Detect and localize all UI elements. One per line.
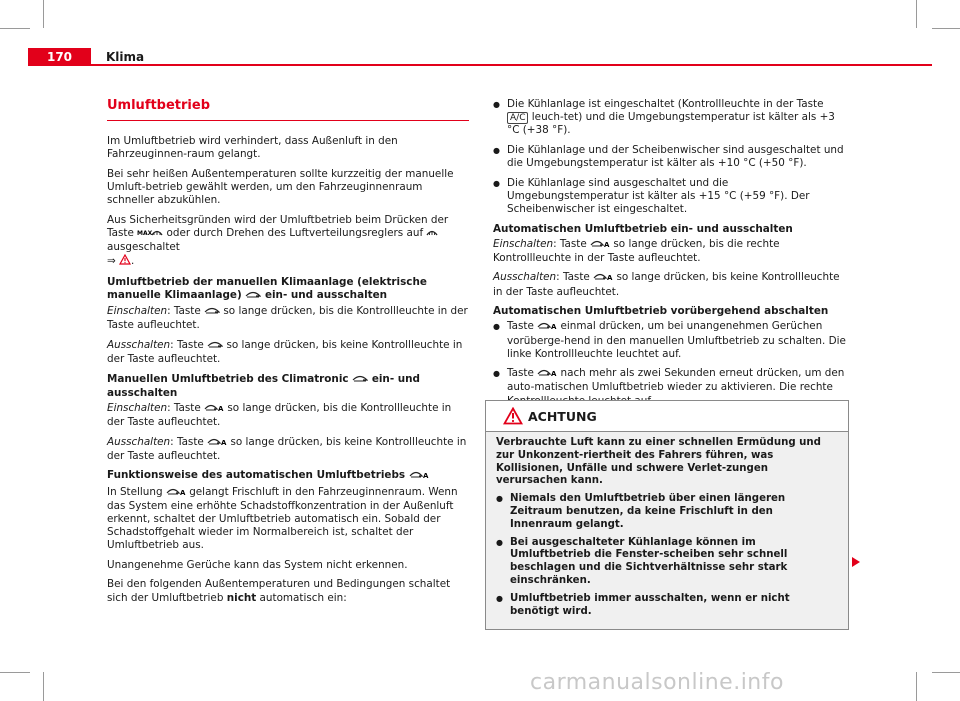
auto-recirculation-icon [204, 403, 224, 416]
list-item: ● Die Kühlanlage sind ausgeschaltet und die Umgebungstemperatur ist kälter als +15 °C (+59 °F). Der Scheibenwischer ist eingeschaltet. [493, 177, 847, 217]
defrost-icon [426, 227, 438, 241]
recirculation-icon [207, 340, 223, 353]
label: Ausschalten [493, 271, 557, 284]
paragraph [493, 271, 847, 298]
section-title: Umluftbetrieb [107, 98, 469, 121]
text: Manuellen Umluftbetrieb des Climatronic [107, 372, 349, 385]
text: so lange drücken, bis keine Kontrollleuchte in der Taste aufleuchtet. [107, 338, 463, 366]
text: leuch-tet) und die Umgebungstemperatur ist kälter als +3 °C (+38 °F). [507, 111, 835, 137]
text: : Taste [556, 271, 590, 284]
warning-item: ● Niemals den Umluftbetrieb über einen längeren Zeitraum benutzen, da keine Frischluft in den Innenraum gelangt. [496, 493, 838, 531]
paragraph: Bei sehr heißen Außentemperaturen sollte kurzzeitig der manuelle Umluft-betrieb gewählt werden, um den Fahrzeuginnenraum schneller abzukühlen. [107, 167, 454, 207]
text: ein- und ausschalten [107, 372, 420, 399]
text: : Taste [167, 401, 201, 414]
svg-text:A: A [218, 404, 224, 412]
label: Ausschalten [107, 435, 171, 448]
arrow-reference: ⇒ [107, 255, 116, 268]
paragraph [493, 238, 847, 265]
subheading [107, 276, 469, 303]
watermark: carmanualsonline.info [530, 670, 784, 695]
svg-text:A: A [551, 323, 557, 331]
text: . [131, 255, 135, 268]
warning-triangle-icon [503, 407, 523, 429]
auto-recirculation-icon [166, 487, 186, 500]
text: : Taste [553, 237, 587, 250]
subheading [107, 373, 469, 400]
svg-text:A: A [551, 370, 557, 378]
warning-intro: Verbrauchte Luft kann zu einer schnellen Ermüdung und zur Unkonzent-riertheit des Fahrers führen, was Kollisionen, Unfälle und schwere Verlet-zungen verursachen kann. [496, 437, 821, 487]
warning-item: ● Umluftbetrieb immer ausschalten, wenn er nicht benötigt wird. [496, 593, 838, 619]
crop-mark [916, 672, 917, 701]
label: Einschalten [493, 237, 554, 250]
svg-text:A: A [607, 274, 613, 282]
subheading: Automatischen Umluftbetrieb ein- und ausschalten [493, 222, 793, 235]
crop-mark [916, 0, 917, 28]
text: ein- und ausschalten [264, 288, 388, 301]
text: so lange drücken, bis die Kontrollleuchte in der Taste aufleuchtet. [107, 401, 452, 429]
text: so lange drücken, bis die Kontrollleuchte in der Taste aufleuchtet. [107, 305, 468, 332]
label: Einschalten [107, 305, 168, 318]
header-rule [91, 64, 932, 66]
right-column [493, 98, 847, 414]
page-header [28, 48, 932, 66]
svg-text:A: A [179, 488, 186, 496]
recirculation-icon [352, 374, 368, 387]
text: so lange drücken, bis keine Kontrollleuchte in der Taste aufleuchtet. [107, 435, 467, 462]
recirculation-icon [245, 290, 261, 303]
crop-mark [932, 28, 960, 29]
recirculation-icon [204, 306, 220, 319]
left-column [107, 98, 469, 611]
paragraph [107, 486, 469, 553]
label: Ausschalten [107, 338, 171, 351]
list-item: ● Die Kühlanlage und der Scheibenwischer sind ausgeschaltet und die Umgebungstemperatur ist kälter als +10 °C (+50 °F). [493, 144, 847, 170]
label: Einschalten [107, 401, 168, 414]
chapter-title: Klima [106, 50, 145, 64]
paragraph [107, 339, 469, 366]
warning-triangle-icon[interactable] [119, 254, 131, 269]
auto-recirculation-icon [409, 470, 429, 483]
ac-key: A/C [507, 112, 528, 124]
crop-mark [932, 672, 960, 673]
text: nach mehr als zwei Sekunden erneut drücken, um den auto-matischen Umluftbetrieb wieder zu aktivieren. Die rechte [507, 367, 845, 394]
max-defrost-icon [137, 227, 163, 241]
svg-text:A: A [221, 438, 227, 446]
text: : Taste [170, 338, 204, 351]
text: ausgeschaltet [107, 241, 180, 254]
subheading: Automatischen Umluftbetrieb vorübergehend abschalten [493, 305, 829, 318]
text: Umluftbetrieb der manuellen Klimaanlage (elektrische manuelle Klimaanlage) [107, 275, 427, 301]
text: Aus Sicherheitsgründen wird der Umluftbetrieb beim Drücken der Taste [107, 213, 449, 239]
text: so lange drücken, bis die rechte Kontrollleuchte in der Taste aufleuchtet. [493, 237, 780, 264]
paragraph: Unangenehme Gerüche kann das System nicht erkennen. [107, 558, 408, 571]
continue-arrow-icon[interactable] [851, 552, 861, 571]
paragraph [107, 214, 469, 270]
paragraph: Im Umluftbetrieb wird verhindert, dass Außenluft in den Fahrzeuginnen-raum gelangt. [107, 135, 398, 161]
text: In Stellung [107, 485, 163, 498]
text: automatisch ein: [259, 591, 347, 604]
text: Funktionsweise des automatischen Umluftbetriebs [107, 469, 406, 482]
crop-mark [0, 672, 30, 673]
warning-body [486, 432, 848, 629]
auto-recirculation-icon [590, 239, 610, 252]
auto-recirculation-icon [207, 437, 227, 450]
svg-text:A: A [422, 472, 429, 480]
list-item [493, 320, 847, 361]
text: Die Kühlanlage ist eingeschaltet (Kontrollleuchte in der Taste [507, 98, 824, 110]
auto-recirculation-icon [593, 272, 613, 285]
warning-title: ACHTUNG [528, 409, 597, 424]
list-item [493, 98, 847, 138]
page-number: 170 [46, 50, 73, 64]
auto-recirculation-icon [537, 321, 557, 334]
text: einmal drücken, um bei unangenehmen Gerüchen vorüberge-hend in den manuellen Umluftbetrieb zu schalten. Die linke Kontrollleuchte leuchtet auf. [507, 320, 846, 360]
text: : Taste [170, 435, 204, 448]
warning-box [485, 400, 849, 630]
text: oder durch Drehen des Luftverteilungsreglers auf [166, 226, 424, 239]
warning-item: ● Bei ausgeschalteter Kühlanlage können im Umluftbetrieb die Fenster-scheiben sehr schnell beschlagen und die Sichtverhältnisse sehr stark einschränken. [496, 537, 838, 588]
text: gelangt Frischluft in den Fahrzeuginnenraum. Wenn das System eine erhöhte Schadstoffkonzentration in der Außenluft erkennt, schaltet der Umluftbetrieb automatisch ein. Sobald der Schadstoffgehalt wieder im Normalbereich ist, schaltet der Umluftbetrieb aus. [107, 485, 458, 552]
crop-mark [43, 0, 44, 28]
crop-mark [43, 672, 44, 701]
text: Taste [507, 320, 534, 333]
paragraph [107, 305, 469, 332]
text: Taste [507, 367, 534, 380]
subheading [107, 469, 469, 483]
text: : Taste [167, 305, 201, 318]
svg-text:MAX: MAX [137, 229, 153, 237]
paragraph [107, 402, 469, 429]
paragraph [107, 578, 469, 604]
svg-text:A: A [604, 240, 610, 248]
warning-header [486, 401, 848, 432]
paragraph [107, 436, 469, 463]
crop-mark [0, 28, 30, 29]
text: so lange drücken, bis keine Kontrollleuchte in der Taste aufleuchtet. [493, 271, 840, 298]
text: Bei den folgenden Außentemperaturen und Bedingungen schaltet sich der Umluftbetrieb [107, 578, 451, 604]
emphasis: nicht [226, 591, 257, 604]
auto-recirculation-icon [537, 368, 557, 381]
